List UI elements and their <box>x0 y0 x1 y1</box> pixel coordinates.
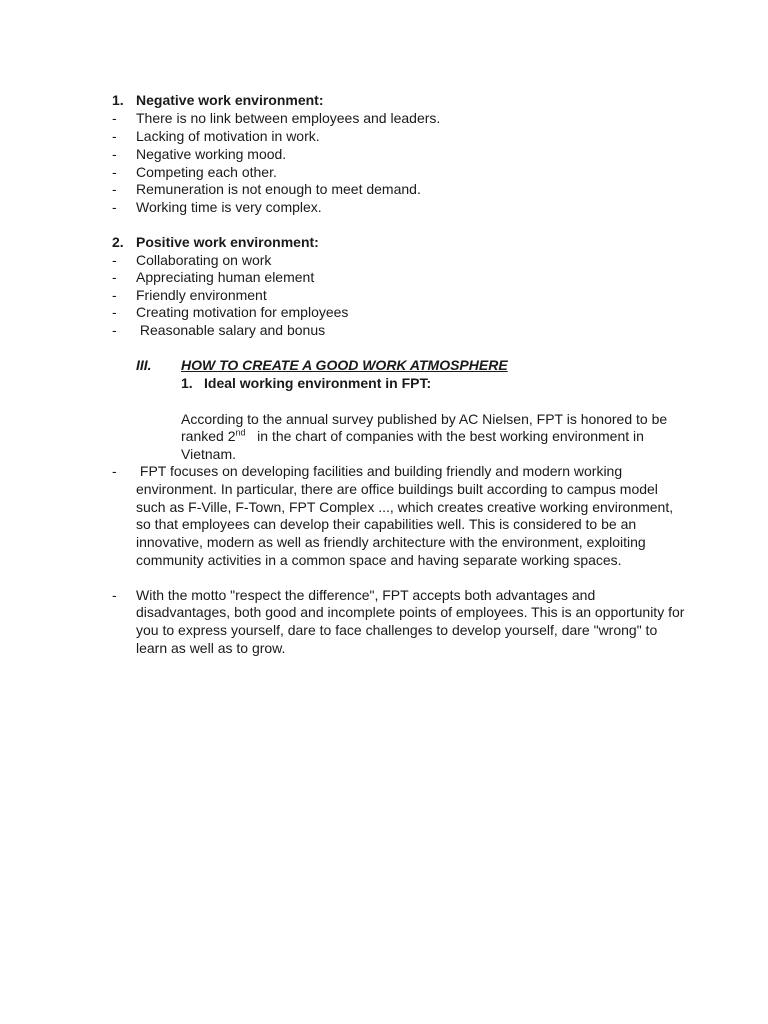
paragraph-text: innovative, modern as well as friendly architecture with the environment, exploiting <box>136 534 646 550</box>
paragraph-text: disadvantages, both good and incomplete points of employees. This is an opportunity for <box>136 604 685 620</box>
intro-rank-text: ranked 2 <box>181 428 236 444</box>
paragraph-text: With the motto "respect the difference", FPT accepts both advantages and <box>136 587 596 603</box>
section-2-title: Positive work environment: <box>136 234 319 250</box>
section-1-title: Negative work environment: <box>136 92 324 108</box>
list-item-text: Remuneration is not enough to meet demand. <box>136 181 421 197</box>
list-item-text: Reasonable salary and bonus <box>136 322 326 338</box>
paragraph-text: FPT focuses on developing facilities and building friendly and modern working <box>136 463 623 479</box>
intro-text: Vietnam. <box>181 446 236 462</box>
ordinal-superscript: nd <box>235 427 246 438</box>
bullet-dash: - <box>112 287 117 303</box>
list-item-text: Negative working mood. <box>136 146 287 162</box>
bullet-dash: - <box>112 128 117 144</box>
bullet-dash: - <box>112 252 117 268</box>
bullet-dash: - <box>112 181 117 197</box>
section-3-title: HOW TO CREATE A GOOD WORK ATMOSPHERE <box>181 357 508 373</box>
subsection-number: 1. <box>181 375 193 391</box>
paragraph-text: such as F-Ville, F-Town, FPT Complex ..., which creates creative working environment, <box>136 499 674 515</box>
list-item-text: Appreciating human element <box>136 269 315 285</box>
intro-text <box>181 428 644 445</box>
paragraph-text: learn as well as to grow. <box>136 640 286 656</box>
list-item-text: Friendly environment <box>136 287 267 303</box>
list-item-text: Collaborating on work <box>136 252 272 268</box>
bullet-dash: - <box>112 587 117 603</box>
bullet-dash: - <box>112 146 117 162</box>
section-3-roman-numeral: III. <box>136 357 152 373</box>
bullet-dash: - <box>112 322 117 338</box>
bullet-dash: - <box>112 304 117 320</box>
bullet-dash: - <box>112 463 117 479</box>
list-item-text: Working time is very complex. <box>136 199 322 215</box>
intro-rank-continued: in the chart of companies with the best working environment in <box>245 428 644 444</box>
paragraph-text: environment. In particular, there are office buildings built according to campus model <box>136 481 658 497</box>
intro-text: According to the annual survey published by AC Nielsen, FPT is honored to be <box>181 411 668 427</box>
bullet-dash: - <box>112 110 117 126</box>
paragraph-text: so that employees can develop their capabilities well. This is considered to be an <box>136 516 637 532</box>
section-1-number: 1. <box>112 92 124 108</box>
list-item-text: Creating motivation for employees <box>136 304 349 320</box>
section-2-number: 2. <box>112 234 124 250</box>
paragraph-text: community activities in a common space and having separate working spaces. <box>136 552 622 568</box>
bullet-dash: - <box>112 199 117 215</box>
subsection-title: Ideal working environment in FPT: <box>204 375 432 391</box>
bullet-dash: - <box>112 164 117 180</box>
paragraph-text: you to express yourself, dare to face challenges to develop yourself, dare "wrong" to <box>136 622 658 638</box>
list-item-text: There is no link between employees and leaders. <box>136 110 441 126</box>
list-item-text: Lacking of motivation in work. <box>136 128 320 144</box>
list-item-text: Competing each other. <box>136 164 277 180</box>
bullet-dash: - <box>112 269 117 285</box>
